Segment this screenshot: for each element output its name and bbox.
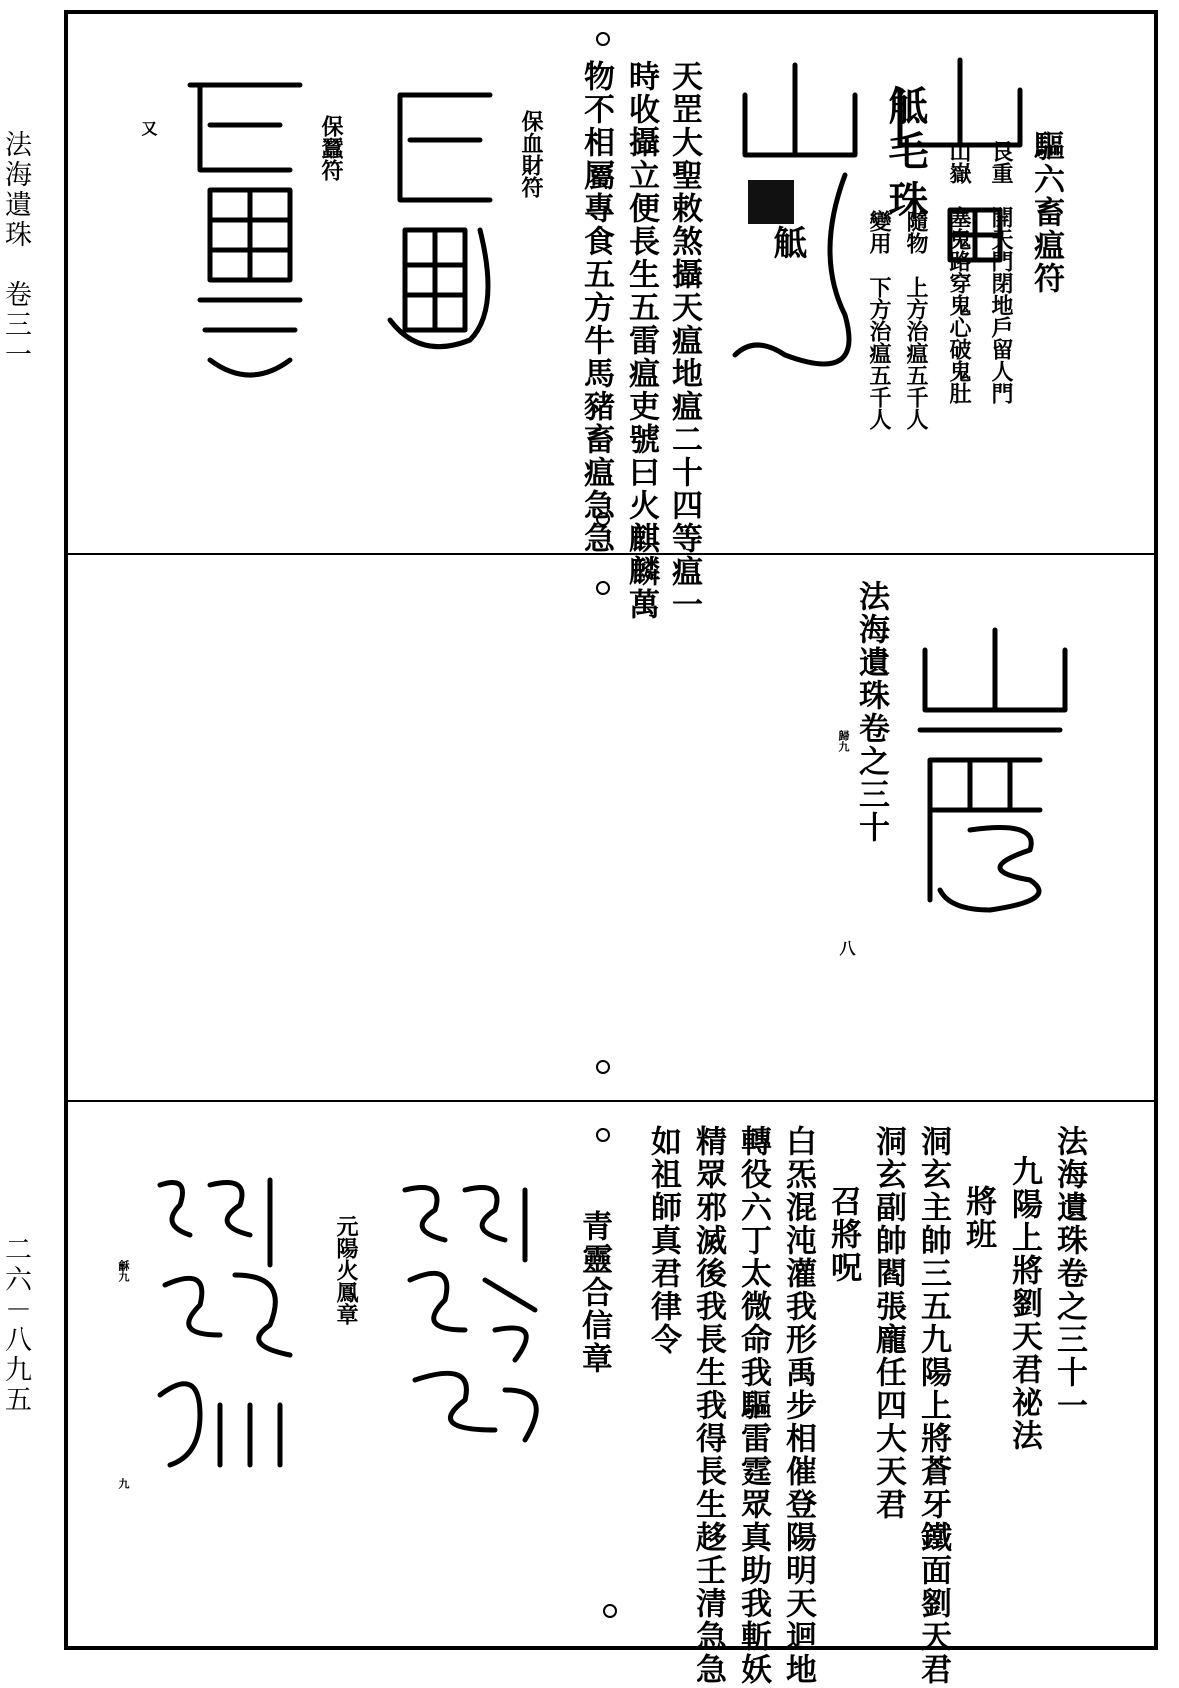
panel-bottom-title: 法海遺珠卷之三十一 bbox=[1051, 1125, 1087, 1422]
talisman-glyph-pearl: 珠 bbox=[882, 180, 929, 220]
binding-ring bbox=[596, 32, 610, 46]
text-line: 白炁混沌灌我形禹步相催登陽明天迴地 bbox=[780, 1125, 816, 1686]
talisman-title-blood: 保血財符 bbox=[518, 110, 544, 198]
running-head: 法海遺珠 卷三一 bbox=[0, 130, 31, 370]
talisman-caption: 山嶽 塞鬼路穿鬼心破鬼肚 bbox=[946, 140, 972, 404]
talisman-glyph-ox: 觝 bbox=[882, 85, 929, 125]
incantation-line: 時收攝立便長生五雷瘟吏號曰火麒麟萬 bbox=[623, 60, 659, 621]
section-heading: 元陽火鳳章 bbox=[333, 1215, 359, 1325]
silkworm-talisman bbox=[180, 70, 310, 390]
small-mark: 歸九 bbox=[837, 730, 850, 752]
text-line: 洞玄副帥閻張龐任四大天君 bbox=[870, 1125, 906, 1521]
text-line: 精眾邪滅後我長生我得長生趍壬清急急 bbox=[690, 1125, 726, 1686]
incantation-line: 物不相屬專食五方牛馬豬畜瘟急急 bbox=[578, 60, 614, 555]
talisman-caption: 隨物 上方治瘟五千人 bbox=[903, 210, 929, 430]
page-number: 二六－八九五 bbox=[0, 1235, 31, 1415]
panel-bottom-subtitle: 九陽上將劉天君祕法 bbox=[1006, 1155, 1042, 1452]
text-line: 如祖師真君律令 bbox=[645, 1125, 681, 1356]
incantation-line: 天罡大聖敕煞攝天瘟地瘟二十四等瘟一 bbox=[666, 60, 702, 621]
panel-middle-title: 法海遺珠卷之三十 bbox=[853, 580, 889, 844]
talisman-caption: 艮重 開天門閉地戶留人門 bbox=[988, 140, 1014, 404]
mountain-talisman bbox=[910, 620, 1080, 920]
binding-ring bbox=[596, 1060, 610, 1074]
binding-ring bbox=[603, 1604, 617, 1618]
section-heading: 青靈合信章 bbox=[576, 1210, 612, 1375]
blood-wealth-talisman bbox=[380, 80, 510, 360]
talisman-title-again: 又 bbox=[139, 120, 158, 136]
talisman-title-silk: 保蠶符 bbox=[318, 115, 344, 181]
talisman-glyph-fur: 毛 bbox=[882, 130, 929, 170]
text-line: 洞玄主帥三五九陽上將蒼牙鐵面劉天君 bbox=[915, 1125, 951, 1686]
section-heading: 將班 bbox=[960, 1185, 996, 1251]
yuanyang-fire-phoenix-talisman bbox=[140, 1165, 310, 1485]
panel-top-title: 驅六畜瘟符 bbox=[1028, 130, 1064, 295]
binding-ring bbox=[596, 581, 610, 595]
black-seal bbox=[748, 180, 794, 224]
panel-divider-bottom bbox=[68, 1100, 1154, 1102]
binding-ring bbox=[596, 1128, 610, 1142]
small-mark: 龢九 bbox=[117, 1260, 130, 1282]
bottom-mark: 九 bbox=[117, 1478, 130, 1489]
green-spirit-talisman bbox=[385, 1170, 555, 1470]
text-line: 轉役六丁太微命我驅雷霆眾真助我斬妖 bbox=[735, 1125, 771, 1686]
talisman-caption: 變用 下方治瘟五千人 bbox=[866, 210, 892, 430]
bottom-mark: 八 bbox=[837, 940, 856, 956]
talisman-label: 觝 bbox=[767, 225, 807, 259]
section-heading: 召將呪 bbox=[825, 1185, 861, 1284]
